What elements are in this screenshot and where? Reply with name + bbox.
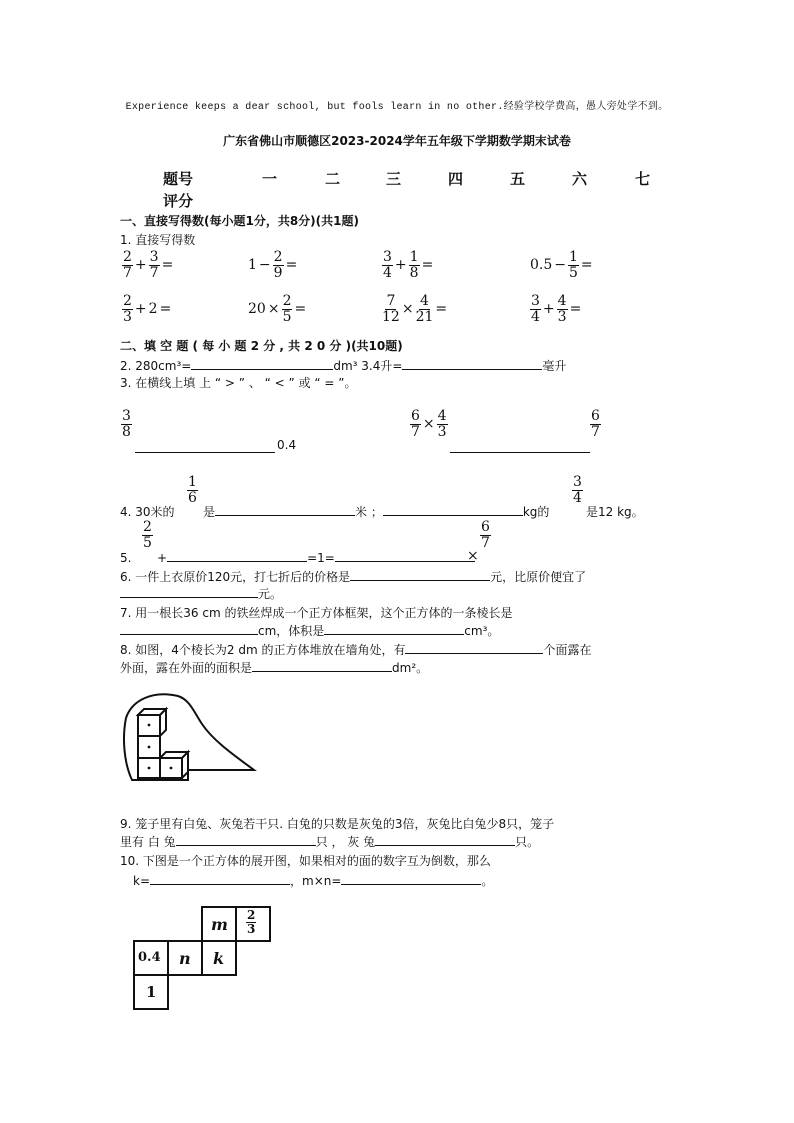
answer-blank[interactable] — [402, 357, 542, 370]
score-col-1: 一 — [262, 170, 278, 188]
answer-blank[interactable] — [215, 503, 355, 516]
q8-line2: 外面，露在外面的面积是 dm²。 — [120, 661, 429, 675]
answer-blank[interactable] — [341, 872, 481, 885]
q4-prefix: 4. 30米的 — [120, 505, 175, 519]
answer-blank[interactable] — [167, 549, 307, 562]
q3-left-frac: $\frac{3}{8}$ — [122, 408, 131, 440]
score-col-4: 四 — [448, 170, 464, 188]
calc-item-7: $\frac{7}{12}$ × $\frac{4}{21}$ = — [382, 293, 448, 325]
net-m: m — [211, 915, 228, 934]
calc-item-4: 0.5 − $\frac{1}{5}$ = — [530, 249, 593, 281]
answer-blank[interactable] — [135, 440, 275, 453]
calc-item-3: $\frac{3}{4}$ + $\frac{1}{8}$ = — [383, 249, 434, 281]
q6-line1: 6. 一件上衣原价120元，打七折后的价格是 元，比原价便宜了 — [120, 570, 587, 584]
answer-blank[interactable] — [150, 872, 290, 885]
q6-line2: 元。 — [120, 585, 282, 602]
page-title: 广东省佛山市顺德区2023-2024学年五年级下学期数学期末试卷 — [223, 134, 571, 148]
q3-text: 3. 在横线上填 上 “ > ” 、 “ < ” 或 “ = ”。 — [120, 376, 357, 390]
motto: Experience keeps a dear school, but fools learn in no other.经验学校学费高，愚人旁处学不到。 — [125, 102, 669, 113]
score-col-2: 二 — [325, 170, 341, 188]
answer-blank[interactable] — [176, 833, 316, 846]
q7-line2: cm，体积是 cm³。 — [120, 622, 499, 639]
score-col-3: 三 — [386, 170, 402, 188]
answer-blank[interactable] — [252, 659, 392, 672]
answer-blank[interactable] — [383, 503, 523, 516]
net-0-4: 0.4 — [138, 950, 161, 965]
score-table-row1-label: 题号 — [163, 170, 194, 188]
net-1: 1 — [146, 983, 157, 1001]
answer-blank[interactable] — [191, 357, 333, 370]
score-col-7: 七 — [635, 170, 651, 188]
q5-prefix: 5. — [120, 551, 132, 565]
score-col-5: 五 — [510, 170, 526, 188]
q4-line: 是 米 ； kg的 — [203, 505, 550, 519]
q3-right-frac: $\frac{6}{7}$ — [591, 408, 600, 440]
q1-text: 1. 直接写得数 — [120, 233, 196, 247]
q5-frac: $\frac{2}{5}$ — [143, 519, 152, 551]
q9-line2: 里有 白 兔 只 ， 灰 兔 只。 — [120, 835, 540, 849]
cubes-corner-figure — [118, 688, 258, 788]
calc-item-5: $\frac{2}{3}$ + 2 = — [123, 293, 172, 325]
net-n: n — [179, 949, 191, 968]
answer-blank[interactable] — [405, 641, 543, 654]
calc-item-2: 1 − $\frac{2}{9}$ = — [248, 249, 298, 281]
q4-frac2: $\frac{3}{4}$ — [573, 474, 582, 506]
answer-blank[interactable] — [375, 833, 515, 846]
score-table-row2-label: 评分 — [163, 192, 194, 210]
net-k: k — [213, 949, 225, 968]
q9-line1: 9. 笼子里有白兔、灰兔若干只. 白兔的只数是灰兔的3倍，灰兔比白兔少8只，笼子 — [120, 817, 555, 831]
section2-heading: 二、填 空 题 ( 每 小 题 2 分 , 共 2 0 分 )(共10题) — [120, 339, 403, 353]
calc-item-6: 20 × $\frac{2}{5}$ = — [248, 293, 307, 325]
q10-line1: 10. 下图是一个正方体的展开图，如果相对的面的数字互为倒数，那么 — [120, 854, 491, 868]
q7-line1: 7. 用一根长36 cm 的铁丝焊成一个正方体框架，这个正方体的一条棱长是 — [120, 606, 513, 620]
score-col-6: 六 — [572, 170, 588, 188]
q2: 2. 280cm³= dm³ 3.4升= 毫升 — [120, 359, 567, 373]
answer-blank[interactable] — [120, 622, 258, 635]
q5-frac2: $\frac{6}{7}$ — [481, 519, 490, 551]
q3-left-value: 0.4 — [277, 438, 297, 452]
q4-frac: $\frac{1}{6}$ — [188, 474, 197, 506]
answer-blank[interactable] — [324, 622, 464, 635]
net-frac: $\frac{2}{3}$ — [247, 908, 256, 936]
answer-blank[interactable] — [350, 568, 490, 581]
calc-item-8: $\frac{3}{4}$ + $\frac{4}{3}$ = — [531, 293, 582, 325]
calc-item-1: $\frac{2}{7}$ + $\frac{3}{7}$ = — [123, 249, 174, 281]
q8-line1: 8. 如图，4个棱长为2 dm 的正方体堆放在墙角处，有 个面露在 — [120, 643, 592, 657]
q3-mid-expression: $\frac{6}{7}$ × $\frac{4}{3}$ — [411, 408, 447, 440]
answer-blank[interactable] — [120, 585, 258, 598]
q5-line: + =1= — [157, 549, 475, 565]
q4-end: 是12 kg。 — [586, 505, 644, 519]
answer-blank[interactable] — [450, 440, 590, 453]
section1-heading: 一、直接写得数(每小题1分，共8分)(共1题) — [120, 214, 359, 228]
cube-net-figure — [132, 905, 274, 1011]
answer-blank[interactable] — [335, 549, 475, 562]
q5-times: × — [467, 548, 479, 564]
q10-line2: k= ，m×n= 。 — [133, 874, 494, 888]
